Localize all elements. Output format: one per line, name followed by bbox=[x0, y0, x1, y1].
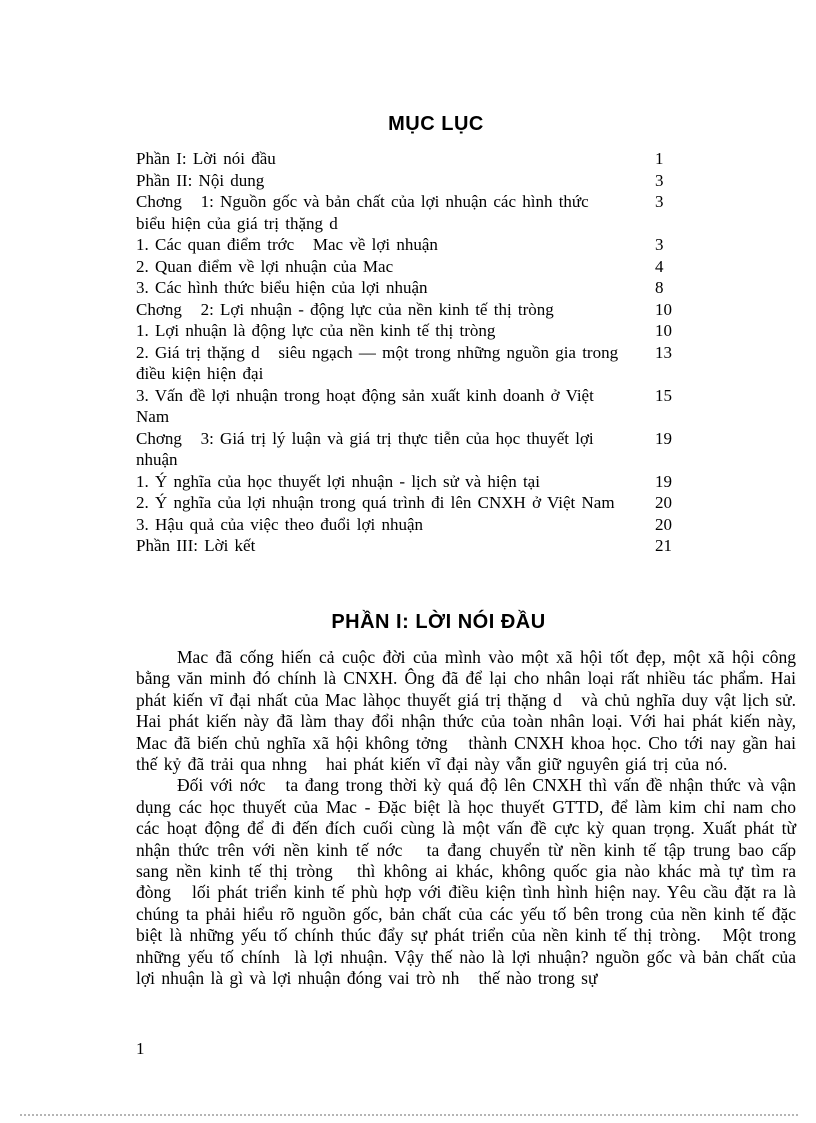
toc-entry-page: 15 bbox=[655, 385, 672, 405]
toc-row bbox=[136, 320, 696, 342]
section-heading: PHẦN I: LỜI NÓI ĐẦU bbox=[331, 611, 546, 633]
toc-row bbox=[136, 170, 696, 192]
toc-entry-label: Chơng 2: Lợi nhuận - động lực của nền kinh tế thị tròng bbox=[136, 299, 554, 319]
toc-title: MỤC LỤC bbox=[388, 113, 484, 135]
toc-entry-page: 19 bbox=[655, 471, 672, 491]
toc-entry-page: 19 bbox=[655, 428, 672, 448]
toc-entry-page: 20 bbox=[655, 493, 672, 512]
toc-section bbox=[136, 112, 696, 557]
toc-row bbox=[136, 535, 696, 557]
toc-entry-label: Chơng 1: Nguồn gốc và bản chất của lợi nhuận các hình thức biểu hiện của giá trị thặng d bbox=[136, 192, 589, 233]
toc-entry-label: 3. Vấn đề lợi nhuận trong hoạt động sản xuất kinh doanh ở Việt Nam bbox=[136, 385, 594, 426]
toc-entry-label: 3. Hậu quả của việc theo đuổi lợi nhuận bbox=[136, 514, 423, 534]
toc-row bbox=[136, 277, 696, 299]
toc-row bbox=[136, 148, 696, 170]
paragraph: Mac đã cống hiến cả cuộc đời của mình vào một xã hội tốt đẹp, một xã hội công bằng văn minh đó chính là CNXH. Ông đã để lại cho nhân loại rất nhiều tác phẩm. Hai phát kiến vĩ đại nhất của Mac làhọc thuyết giá trị thặng d và chủ nghĩa duy vật lịch sử. Hai phát kiến này đã làm thay đổi nhận thức của toàn nhân loại. Với hai phát kiến này, Mac đã biến chủ nghĩa xã hội không tởng thành CNXH khoa học. Cho tới nay gần hai thế kỷ đã trải qua nhng hai phát kiến vĩ đại này vẫn giữ nguyên giá trị của nó. bbox=[136, 647, 796, 775]
toc-row bbox=[136, 234, 696, 256]
page-bottom-dotted-divider bbox=[20, 1114, 798, 1116]
toc-row bbox=[136, 385, 696, 428]
toc-row bbox=[136, 299, 696, 321]
toc-entry-page: 3 bbox=[655, 192, 664, 211]
toc-entry-page: 13 bbox=[655, 342, 672, 362]
toc-entry-page: 8 bbox=[655, 278, 664, 297]
toc-entry-label: 2. Giá trị thặng d siêu ngạch — một trong những nguồn gia trong điều kiện hiện đại bbox=[136, 342, 619, 383]
toc-row bbox=[136, 428, 696, 471]
toc-entry-label: Phần III: Lời kết bbox=[136, 536, 256, 555]
toc-entry-page: 10 bbox=[655, 321, 672, 340]
toc-entry-label: 2. Ý nghĩa của lợi nhuận trong quá trình đi lên CNXH ở Việt Nam bbox=[136, 493, 615, 512]
toc-entry-page: 21 bbox=[655, 536, 672, 555]
toc-entry-page: 20 bbox=[655, 514, 672, 534]
toc-entry-label: 1. Lợi nhuận là động lực của nền kinh tế thị tròng bbox=[136, 321, 496, 340]
toc-entry-page: 3 bbox=[655, 235, 664, 254]
toc-entry-page: 1 bbox=[655, 149, 664, 168]
toc-row bbox=[136, 191, 696, 234]
toc-row bbox=[136, 342, 696, 385]
toc-entry-label: 2. Quan điểm về lợi nhuận của Mac bbox=[136, 256, 394, 276]
toc-entry-page: 4 bbox=[655, 256, 664, 276]
toc-entry-page: 3 bbox=[655, 170, 664, 190]
toc-row bbox=[136, 492, 696, 514]
toc-row bbox=[136, 514, 696, 536]
toc-row bbox=[136, 471, 696, 493]
toc-row bbox=[136, 256, 696, 278]
toc-entry-page: 10 bbox=[655, 299, 672, 319]
intro-section bbox=[136, 610, 796, 990]
toc-entry-label: 1. Ý nghĩa của học thuyết lợi nhuận - lịch sử và hiện tại bbox=[136, 471, 540, 491]
toc-entry-label: Chơng 3: Giá trị lý luận và giá trị thực tiễn của học thuyết lợi nhuận bbox=[136, 428, 594, 469]
toc-entry-label: Phần II: Nội dung bbox=[136, 170, 265, 190]
toc-list bbox=[136, 148, 696, 557]
paragraph: Đối với nớc ta đang trong thời kỳ quá độ lên CNXH thì vấn đề nhận thức và vận dụng các học thuyết của Mac - Đặc biệt là học thuyết GTTD, để làm kim chỉ nam cho các hoạt động để đi đến đích cuối cùng là một vấn đề cực kỳ quan trọng. Xuất phát từ nhận thức trên với nền kinh tế nớc ta đang chuyển từ nền kinh tế tập trung bao cấp sang nền kinh tế thị tròng thì không ai khác, không quốc gia nào khác mà tự tìm ra đòng lối phát triển kinh tế phù hợp với điều kiện tình hình hiện nay. Yêu cầu đặt ra là chúng ta phải hiểu rõ nguồn gốc, bản chất của các yếu tố bên trong của nền kinh tế đặc biệt là những yếu tố chính thúc đẩy sự phát triển của nền kinh tế thị tròng. Một trong những yếu tố chính là lợi nhuận. Vậy thế nào là lợi nhuận? nguồn gốc và bản chất của lợi nhuận là gì và lợi nhuận đóng vai trò nh thế nào trong sự bbox=[136, 775, 796, 989]
toc-entry-label: 3. Các hình thức biểu hiện của lợi nhuận bbox=[136, 278, 428, 297]
toc-entry-label: 1. Các quan điểm trớc Mac về lợi nhuận bbox=[136, 235, 438, 254]
page-number: 1 bbox=[136, 1039, 145, 1058]
toc-entry-label: Phần I: Lời nói đầu bbox=[136, 149, 276, 168]
